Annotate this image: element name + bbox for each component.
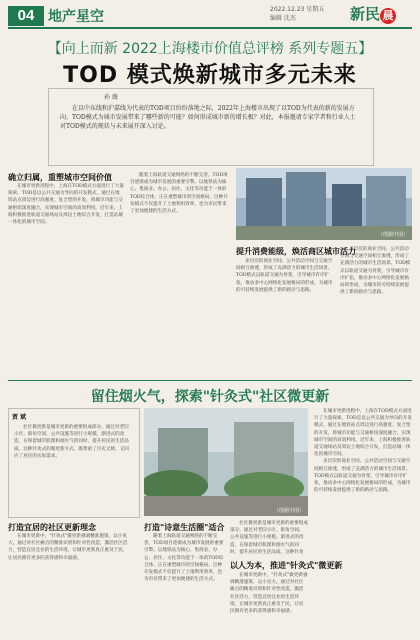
community-photo bbox=[144, 408, 308, 516]
page-number: 04 bbox=[8, 6, 44, 26]
photo-caption: （图据中国） bbox=[377, 232, 408, 238]
main-headline: TOD 模式焕新城市多元未来 bbox=[63, 63, 357, 88]
column-3b: 多层次的商业空间、公共活动空间与交通空间相互渗透，形成了充满活力的城市生活场景。TOD模式以轨道交通为骨架，引导城市有序扩张，推动多中心网络化发展格局的形成，为城市的可持续发展提供了新的路径与思路。 bbox=[340, 247, 411, 296]
brand-logo: 新民 晨 bbox=[350, 3, 396, 24]
author-byline: 孙 薇 bbox=[104, 94, 118, 101]
secondary-author: 贾 斌 bbox=[12, 414, 27, 421]
header-rule bbox=[8, 27, 412, 29]
editor-credit: 编辑 沈杰 bbox=[270, 15, 296, 22]
section-title: 地产星空 bbox=[48, 9, 104, 25]
subhead-2: 提升消费能级，焕活商区城市活力 bbox=[236, 247, 356, 256]
masthead bbox=[0, 0, 420, 30]
column-7: 在城市更新中，"针灸式"微更新强调精准施策，以小见大。通过对社区痛点的精准识别和针对性改造，激活社区活力，营造宜居宜业的生活环境，让城市更新真正惠及于民，让居民拥有更多的获得感和幸福感。 bbox=[230, 573, 308, 615]
secondary-headline: 留住烟火气，探索"针灸式"社区微更新 bbox=[90, 389, 330, 405]
column-6: 社区微更新是城市更新的重要组成部分。通过对老旧小区、街角空间、公共设施等进行小规模、渐进式的改造，在保留城市肌理和烟火气的同时，提升居民的生活品质。这种针灸 bbox=[230, 521, 308, 555]
sidebar-text: 社区微更新是城市更新的重要组成部分。通过对老旧小区、街角空间、公共设施等进行小规模、渐进式的改造，在保留城市肌理和烟火气的同时，提升居民的生活品质。这种针灸式的微更新方式，既尊重了历史文脉，又回应了居民的实际需求。 bbox=[14, 425, 129, 459]
subhead-4: 打造"诗意生活圈"适合 bbox=[144, 523, 225, 532]
lead-paragraph: 在以中东线和沪嘉线为代表的TOD项目纷纷落地之际，2022年上海楼市出现了以TOD为代表的新的发展方向。TOD模式为城市发展带来了哪些新的可能？如何形成城市新的增长极？对此，本报邀请专家学者和行业人士对TOD模式的现状与未来展开深入讨论。 bbox=[60, 105, 356, 130]
series-kicker: 【向上而新 2022上海楼市价值总评榜 系列专题五】 bbox=[47, 41, 373, 57]
column-8: 在城市更新进程中，上海在TOD模式方面进行了大量探索。TOD是以公共交通为导向的开发模式，通过在地铁站点周边进行高强度、复合型的开发，将城市功能与交通枢纽深度融合，实现城市空间的高效利用。近年来，上海积极推进轨道交通场站及周边土地综合开发，打造站城一体化的城市空间。 多层次的商业空间、公共活动空间与交通空间相互渗透，形成了充满活力的城市生活场景。TOD模式以轨道交通为骨架，引导城市有序扩张，推动多中心网络化发展格局的形成，为城市的可持续发展提供了新的路径与思路。 bbox=[314, 409, 412, 494]
section-rule bbox=[8, 380, 412, 381]
column-4: 在城市更新中，"针灸式"微更新强调精准施策，以小见大。通过对社区痛点的精准识别和针对性改造，激活社区活力，营造宜居宜业的生活环境，让城市更新真正惠及于民，让居民拥有更多的获得感和幸福感。 bbox=[8, 534, 128, 561]
building-photo-icon bbox=[236, 168, 412, 240]
column-1: 在城市更新进程中，上海在TOD模式方面进行了大量探索。TOD是以公共交通为导向的开发模式，通过在地铁站点周边进行高强度、复合型的开发，将城市功能与交通枢纽深度融合，实现城市空间的高效利用。近年来，上海积极推进轨道交通场站及周边土地综合开发，打造站城一体化的城市空间。 bbox=[8, 184, 124, 226]
issue-date: 2022.12.23 星期五 bbox=[270, 6, 325, 13]
column-3: 多层次的商业空间、公共活动空间与交通空间相互渗透，形成了充满活力的城市生活场景。TOD模式以轨道交通为骨架，引导城市有序扩张，推动多中心网络化发展格局的形成，为城市的可持续发展提供了新的路径与思路。 bbox=[236, 259, 333, 293]
subhead-5: 以人为本，推进"针灸式"微更新 bbox=[230, 561, 343, 570]
subhead-1: 确立归属，重塑城市空间价值 bbox=[8, 173, 112, 182]
column-5: 随着上海轨道交通网络的不断完善，TOD项目逐渐成为城市发展的重要引擎。以地铁站为核心，集商业、办公、居住、文化等功能于一体的TOD综合体，正在重塑城市的空间格局。这种开发模式不仅提升了土地利用效率，也为市民带来了更加便捷的生活方式。 bbox=[144, 534, 224, 583]
column-2: 随着上海轨道交通网络的不断完善，TOD项目逐渐成为城市发展的重要引擎。以地铁站为核心，集商业、办公、居住、文化等功能于一体的TOD综合体，正在重塑城市的空间格局。这种开发模式不仅提升了土地利用效率，也为市民带来了更加便捷的生活方式。 bbox=[130, 173, 228, 215]
park-photo-icon bbox=[144, 408, 308, 516]
subhead-3: 打造宜居的社区更新理念 bbox=[8, 523, 96, 532]
tod-photo bbox=[236, 168, 412, 240]
photo-caption-2: （图据中国） bbox=[273, 508, 304, 514]
